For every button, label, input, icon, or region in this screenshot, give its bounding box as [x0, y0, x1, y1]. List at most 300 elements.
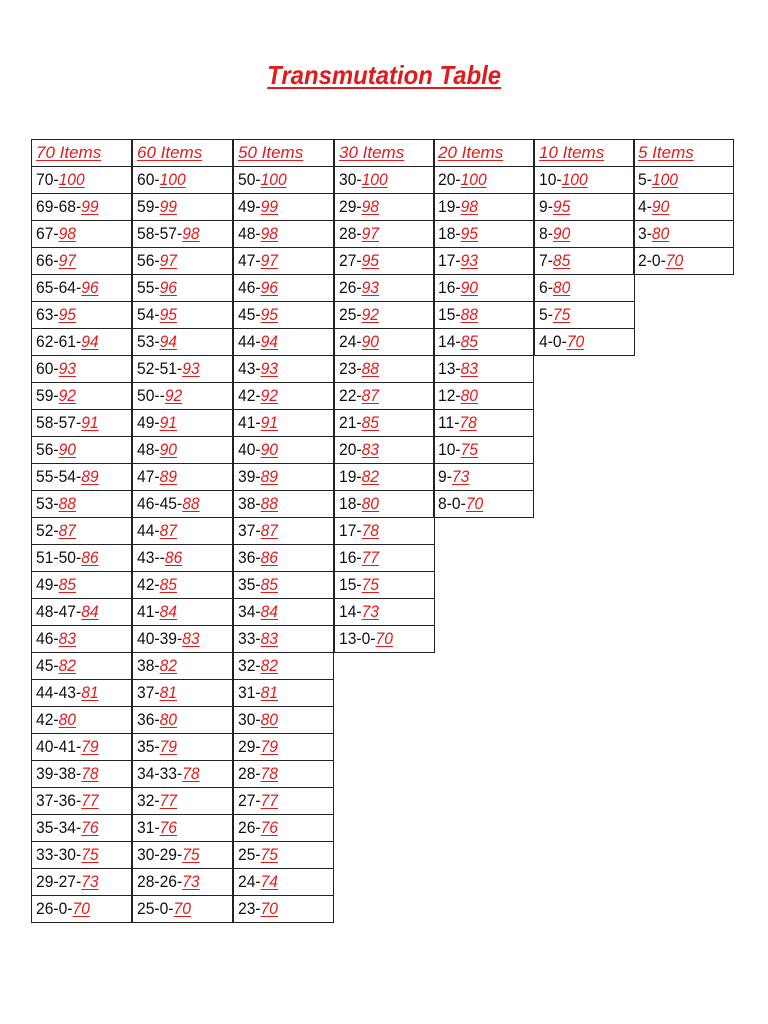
raw-score: 30-29-75: [137, 845, 200, 864]
raw-score: 10-100: [539, 170, 588, 189]
raw-score: 16-77: [339, 548, 380, 567]
raw-score: 9-73: [438, 467, 470, 486]
table-cell: [132, 760, 233, 788]
table-cell: [31, 760, 132, 788]
table-cell: [534, 220, 635, 248]
transmuted-grade: 91: [159, 413, 178, 432]
raw-score: 5-75: [539, 305, 571, 324]
transmuted-grade: 90: [361, 332, 380, 351]
raw-score: 14-73: [339, 602, 380, 621]
table-cell: [31, 517, 132, 545]
transmuted-grade: 82: [361, 467, 380, 486]
table-cell: [132, 355, 233, 383]
transmuted-grade: 94: [260, 332, 279, 351]
transmuted-grade: 95: [260, 305, 279, 324]
transmuted-grade: 100: [260, 170, 287, 189]
raw-score: 23-88: [339, 359, 380, 378]
raw-score: 47-89: [137, 467, 178, 486]
table-cell: [233, 598, 334, 626]
table-cell: [334, 544, 435, 572]
table-cell: [31, 247, 132, 275]
raw-score: 55-54-89: [36, 467, 99, 486]
column-header: 30 Items: [334, 139, 435, 167]
transmuted-grade: 98: [182, 224, 200, 243]
raw-score: 6-80: [539, 278, 571, 297]
table-cell: [633, 166, 734, 194]
table-cell: [433, 247, 534, 275]
table-cell: [233, 355, 334, 383]
column-header: 20 Items: [433, 139, 534, 167]
table-cell: [132, 220, 233, 248]
raw-score: 5-100: [638, 170, 679, 189]
transmuted-grade: 95: [58, 305, 77, 324]
transmuted-grade: 92: [260, 386, 279, 405]
table-cell: [132, 787, 233, 815]
table-cell: [433, 409, 534, 437]
table-cell: [132, 571, 233, 599]
raw-score: 42-85: [137, 575, 178, 594]
transmuted-grade: 80: [260, 710, 279, 729]
transmuted-grade: 80: [159, 710, 178, 729]
raw-score: 66-97: [36, 251, 77, 270]
raw-score: 45-95: [238, 305, 279, 324]
table-cell: [132, 598, 233, 626]
transmuted-grade: 99: [81, 197, 99, 216]
raw-score: 43-93: [238, 359, 279, 378]
raw-score: 40-90: [238, 440, 279, 459]
table-cell: [132, 166, 233, 194]
raw-score: 36-80: [137, 710, 178, 729]
transmuted-grade: 95: [460, 224, 479, 243]
table-cell: [233, 544, 334, 572]
transmuted-grade: 79: [260, 737, 279, 756]
raw-score: 38-82: [137, 656, 178, 675]
table-cell: [31, 598, 132, 626]
transmuted-grade: 85: [460, 332, 479, 351]
raw-score: 29-79: [238, 737, 279, 756]
transmuted-grade: 85: [159, 575, 178, 594]
raw-score: 11-78: [438, 413, 477, 432]
raw-score: 63-95: [36, 305, 77, 324]
transmuted-grade: 100: [58, 170, 85, 189]
table-cell: [334, 193, 435, 221]
raw-score: 4-0-70: [539, 332, 585, 351]
transmuted-grade: 97: [260, 251, 279, 270]
transmuted-grade: 91: [260, 413, 279, 432]
transmuted-grade: 70: [566, 332, 585, 351]
transmuted-grade: 92: [58, 386, 77, 405]
transmuted-grade: 80: [651, 224, 670, 243]
transmuted-grade: 82: [159, 656, 178, 675]
table-cell: [233, 571, 334, 599]
transmuted-grade: 84: [260, 602, 279, 621]
transmuted-grade: 92: [164, 386, 183, 405]
transmuted-grade: 77: [361, 548, 380, 567]
transmuted-grade: 97: [58, 251, 77, 270]
raw-score: 45-82: [36, 656, 77, 675]
transmuted-grade: 84: [81, 602, 99, 621]
transmuted-grade: 75: [182, 845, 200, 864]
table-cell: [31, 814, 132, 842]
table-cell: [31, 895, 132, 923]
transmuted-grade: 87: [361, 386, 380, 405]
table-cell: [31, 652, 132, 680]
table-cell: [334, 328, 435, 356]
raw-score: 8-0-70: [438, 494, 484, 513]
table-cell: [233, 814, 334, 842]
transmuted-grade: 75: [361, 575, 380, 594]
table-cell: [334, 355, 435, 383]
table-cell: [31, 166, 132, 194]
transmuted-grade: 88: [361, 359, 380, 378]
table-cell: [132, 625, 233, 653]
transmuted-grade: 95: [159, 305, 178, 324]
transmuted-grade: 89: [260, 467, 279, 486]
transmuted-grade: 88: [182, 494, 200, 513]
transmuted-grade: 89: [159, 467, 178, 486]
transmuted-grade: 97: [159, 251, 178, 270]
table-cell: [132, 274, 233, 302]
transmuted-grade: 85: [552, 251, 571, 270]
table-cell: [233, 328, 334, 356]
raw-score: 46-83: [36, 629, 77, 648]
raw-score: 8-90: [539, 224, 571, 243]
raw-score: 27-77: [238, 791, 279, 810]
raw-score: 46-45-88: [137, 494, 200, 513]
raw-score: 53-88: [36, 494, 77, 513]
raw-score: 48-90: [137, 440, 178, 459]
raw-score: 37-87: [238, 521, 279, 540]
transmuted-grade: 90: [552, 224, 571, 243]
raw-score: 28-26-73: [137, 872, 200, 891]
table-cell: [233, 382, 334, 410]
raw-score: 32-77: [137, 791, 178, 810]
table-cell: [233, 166, 334, 194]
transmuted-grade: 77: [159, 791, 178, 810]
raw-score: 22-87: [339, 386, 380, 405]
transmuted-grade: 90: [159, 440, 178, 459]
raw-score: 13-0-70: [339, 629, 393, 648]
transmuted-grade: 76: [159, 818, 178, 837]
table-cell: [31, 625, 132, 653]
raw-score: 59-92: [36, 386, 77, 405]
raw-score: 9-95: [539, 197, 571, 216]
raw-score: 3-80: [638, 224, 670, 243]
transmuted-grade: 77: [260, 791, 279, 810]
table-cell: [132, 436, 233, 464]
transmuted-grade: 81: [159, 683, 178, 702]
table-cell: [433, 436, 534, 464]
table-cell: [233, 868, 334, 896]
raw-score: 54-95: [137, 305, 178, 324]
table-cell: [633, 193, 734, 221]
table-cell: [31, 679, 132, 707]
table-cell: [433, 274, 534, 302]
table-cell: [334, 571, 435, 599]
raw-score: 49-99: [238, 197, 279, 216]
transmuted-grade: 90: [651, 197, 670, 216]
raw-score: 30-100: [339, 170, 388, 189]
transmuted-grade: 94: [81, 332, 99, 351]
raw-score: 46-96: [238, 278, 279, 297]
raw-score: 24-74: [238, 872, 279, 891]
table-cell: [132, 409, 233, 437]
raw-score: 40-41-79: [36, 737, 99, 756]
transmuted-grade: 95: [552, 197, 571, 216]
table-cell: [132, 328, 233, 356]
table-cell: [433, 490, 534, 518]
transmuted-grade: 78: [459, 413, 477, 432]
raw-score: 56-97: [137, 251, 178, 270]
table-cell: [534, 274, 635, 302]
table-cell: [334, 274, 435, 302]
transmuted-grade: 82: [260, 656, 279, 675]
table-cell: [433, 220, 534, 248]
table-cell: [534, 166, 635, 194]
table-cell: [233, 490, 334, 518]
raw-score: 16-90: [438, 278, 479, 297]
raw-score: 44-43-81: [36, 683, 99, 702]
table-cell: [233, 706, 334, 734]
transmuted-grade: 93: [260, 359, 279, 378]
table-cell: [334, 301, 435, 329]
table-column: [634, 140, 734, 275]
raw-score: 30-80: [238, 710, 279, 729]
raw-score: 33-83: [238, 629, 279, 648]
transmuted-grade: 88: [460, 305, 479, 324]
table-column: [434, 140, 534, 518]
raw-score: 25-92: [339, 305, 380, 324]
transmuted-grade: 78: [260, 764, 279, 783]
raw-score: 49-85: [36, 575, 77, 594]
transmuted-grade: 75: [81, 845, 99, 864]
transmuted-grade: 80: [361, 494, 380, 513]
table-cell: [132, 517, 233, 545]
table-cell: [534, 193, 635, 221]
table-cell: [433, 193, 534, 221]
transmuted-grade: 76: [260, 818, 279, 837]
table-cell: [31, 544, 132, 572]
raw-score: 53-94: [137, 332, 178, 351]
table-cell: [31, 301, 132, 329]
raw-score: 21-85: [339, 413, 380, 432]
raw-score: 42-80: [36, 710, 77, 729]
transmuted-grade: 84: [159, 602, 178, 621]
raw-score: 55-96: [137, 278, 178, 297]
raw-score: 37-81: [137, 683, 178, 702]
transmuted-grade: 70: [465, 494, 484, 513]
transmuted-grade: 78: [182, 764, 200, 783]
raw-score: 59-99: [137, 197, 178, 216]
transmuted-grade: 100: [159, 170, 186, 189]
raw-score: 7-85: [539, 251, 571, 270]
raw-score: 18-95: [438, 224, 479, 243]
table-cell: [233, 733, 334, 761]
raw-score: 58-57-91: [36, 413, 99, 432]
transmuted-grade: 80: [552, 278, 571, 297]
transmuted-grade: 79: [159, 737, 178, 756]
raw-score: 34-84: [238, 602, 279, 621]
table-cell: [233, 274, 334, 302]
raw-score: 60-100: [137, 170, 186, 189]
transmuted-grade: 93: [460, 251, 479, 270]
table-cell: [132, 301, 233, 329]
table-cell: [31, 274, 132, 302]
raw-score: 50--92: [137, 386, 183, 405]
transmuted-grade: 78: [361, 521, 380, 540]
raw-score: 35-85: [238, 575, 279, 594]
raw-score: 69-68-99: [36, 197, 99, 216]
raw-score: 19-98: [438, 197, 479, 216]
table-cell: [233, 652, 334, 680]
raw-score: 29-27-73: [36, 872, 99, 891]
transmuted-grade: 96: [159, 278, 178, 297]
table-cell: [534, 328, 635, 356]
table-cell: [31, 436, 132, 464]
raw-score: 48-47-84: [36, 602, 99, 621]
raw-score: 35-79: [137, 737, 178, 756]
table-cell: [132, 247, 233, 275]
raw-score: 70-100: [36, 170, 85, 189]
table-cell: [433, 382, 534, 410]
transmuted-grade: 75: [260, 845, 279, 864]
transmuted-grade: 83: [182, 629, 200, 648]
transmuted-grade: 86: [164, 548, 183, 567]
column-header: 5 Items: [633, 139, 734, 167]
transmuted-grade: 80: [460, 386, 479, 405]
transmuted-grade: 98: [460, 197, 479, 216]
transmuted-grade: 100: [651, 170, 679, 189]
transmuted-grade: 88: [58, 494, 77, 513]
table-cell: [233, 760, 334, 788]
raw-score: 31-76: [137, 818, 178, 837]
table-cell: [433, 355, 534, 383]
table-column: [335, 140, 435, 653]
raw-score: 56-90: [36, 440, 77, 459]
table-cell: [31, 328, 132, 356]
raw-score: 17-78: [339, 521, 380, 540]
raw-score: 36-86: [238, 548, 279, 567]
raw-score: 26-76: [238, 818, 279, 837]
table-cell: [334, 598, 435, 626]
table-cell: [233, 247, 334, 275]
raw-score: 32-82: [238, 656, 279, 675]
column-header: 70 Items: [31, 139, 132, 167]
transmuted-grade: 88: [260, 494, 279, 513]
transmuted-grade: 70: [72, 899, 90, 918]
raw-score: 26-93: [339, 278, 380, 297]
table-cell: [31, 193, 132, 221]
table-column: [133, 140, 233, 923]
raw-score: 29-98: [339, 197, 380, 216]
transmuted-grade: 86: [81, 548, 99, 567]
transmuted-grade: 93: [361, 278, 380, 297]
table-cell: [132, 733, 233, 761]
raw-score: 4-90: [638, 197, 670, 216]
raw-score: 34-33-78: [137, 764, 200, 783]
raw-score: 15-88: [438, 305, 479, 324]
table-cell: [132, 490, 233, 518]
raw-score: 14-85: [438, 332, 479, 351]
table-cell: [31, 463, 132, 491]
raw-score: 51-50-86: [36, 548, 99, 567]
raw-score: 24-90: [339, 332, 380, 351]
table-cell: [334, 247, 435, 275]
raw-score: 62-61-94: [36, 332, 99, 351]
transmuted-grade: 73: [451, 467, 470, 486]
transmuted-grade: 93: [182, 359, 200, 378]
page-title: Transmutation Table: [267, 60, 501, 90]
transmuted-grade: 75: [552, 305, 571, 324]
table-column: [535, 140, 635, 356]
table-cell: [132, 382, 233, 410]
transmuted-grade: 95: [361, 251, 380, 270]
column-header: 10 Items: [534, 139, 635, 167]
table-cell: [132, 706, 233, 734]
table-cell: [31, 490, 132, 518]
raw-score: 47-97: [238, 251, 279, 270]
table-cell: [233, 625, 334, 653]
transmuted-grade: 74: [260, 872, 279, 891]
raw-score: 39-38-78: [36, 764, 99, 783]
raw-score: 19-82: [339, 467, 380, 486]
table-cell: [433, 463, 534, 491]
table-cell: [334, 463, 435, 491]
table-cell: [633, 247, 734, 275]
raw-score: 52-87: [36, 521, 77, 540]
table-cell: [132, 679, 233, 707]
transmuted-grade: 87: [58, 521, 77, 540]
transmuted-grade: 100: [361, 170, 388, 189]
transmuted-grade: 75: [460, 440, 479, 459]
table-cell: [31, 733, 132, 761]
raw-score: 31-81: [238, 683, 279, 702]
transmuted-grade: 98: [58, 224, 77, 243]
transmuted-grade: 98: [361, 197, 380, 216]
table-cell: [534, 301, 635, 329]
raw-score: 15-75: [339, 575, 380, 594]
transmuted-grade: 85: [58, 575, 77, 594]
table-cell: [233, 787, 334, 815]
table-cell: [334, 166, 435, 194]
raw-score: 42-92: [238, 386, 279, 405]
table-cell: [233, 679, 334, 707]
transmuted-grade: 85: [260, 575, 279, 594]
raw-score: 18-80: [339, 494, 380, 513]
table-cell: [31, 787, 132, 815]
raw-score: 50-100: [238, 170, 287, 189]
table-cell: [233, 463, 334, 491]
raw-score: 27-95: [339, 251, 380, 270]
raw-score: 13-83: [438, 359, 479, 378]
transmuted-grade: 82: [58, 656, 77, 675]
raw-score: 43--86: [137, 548, 183, 567]
raw-score: 65-64-96: [36, 278, 99, 297]
raw-score: 25-75: [238, 845, 279, 864]
table-cell: [433, 166, 534, 194]
table-cell: [534, 247, 635, 275]
raw-score: 23-70: [238, 899, 279, 918]
table-cell: [31, 706, 132, 734]
raw-score: 60-93: [36, 359, 77, 378]
table-cell: [233, 220, 334, 248]
raw-score: 67-98: [36, 224, 77, 243]
table-cell: [334, 625, 435, 653]
table-cell: [334, 382, 435, 410]
raw-score: 17-93: [438, 251, 479, 270]
raw-score: 37-36-77: [36, 791, 99, 810]
transmuted-grade: 96: [260, 278, 279, 297]
